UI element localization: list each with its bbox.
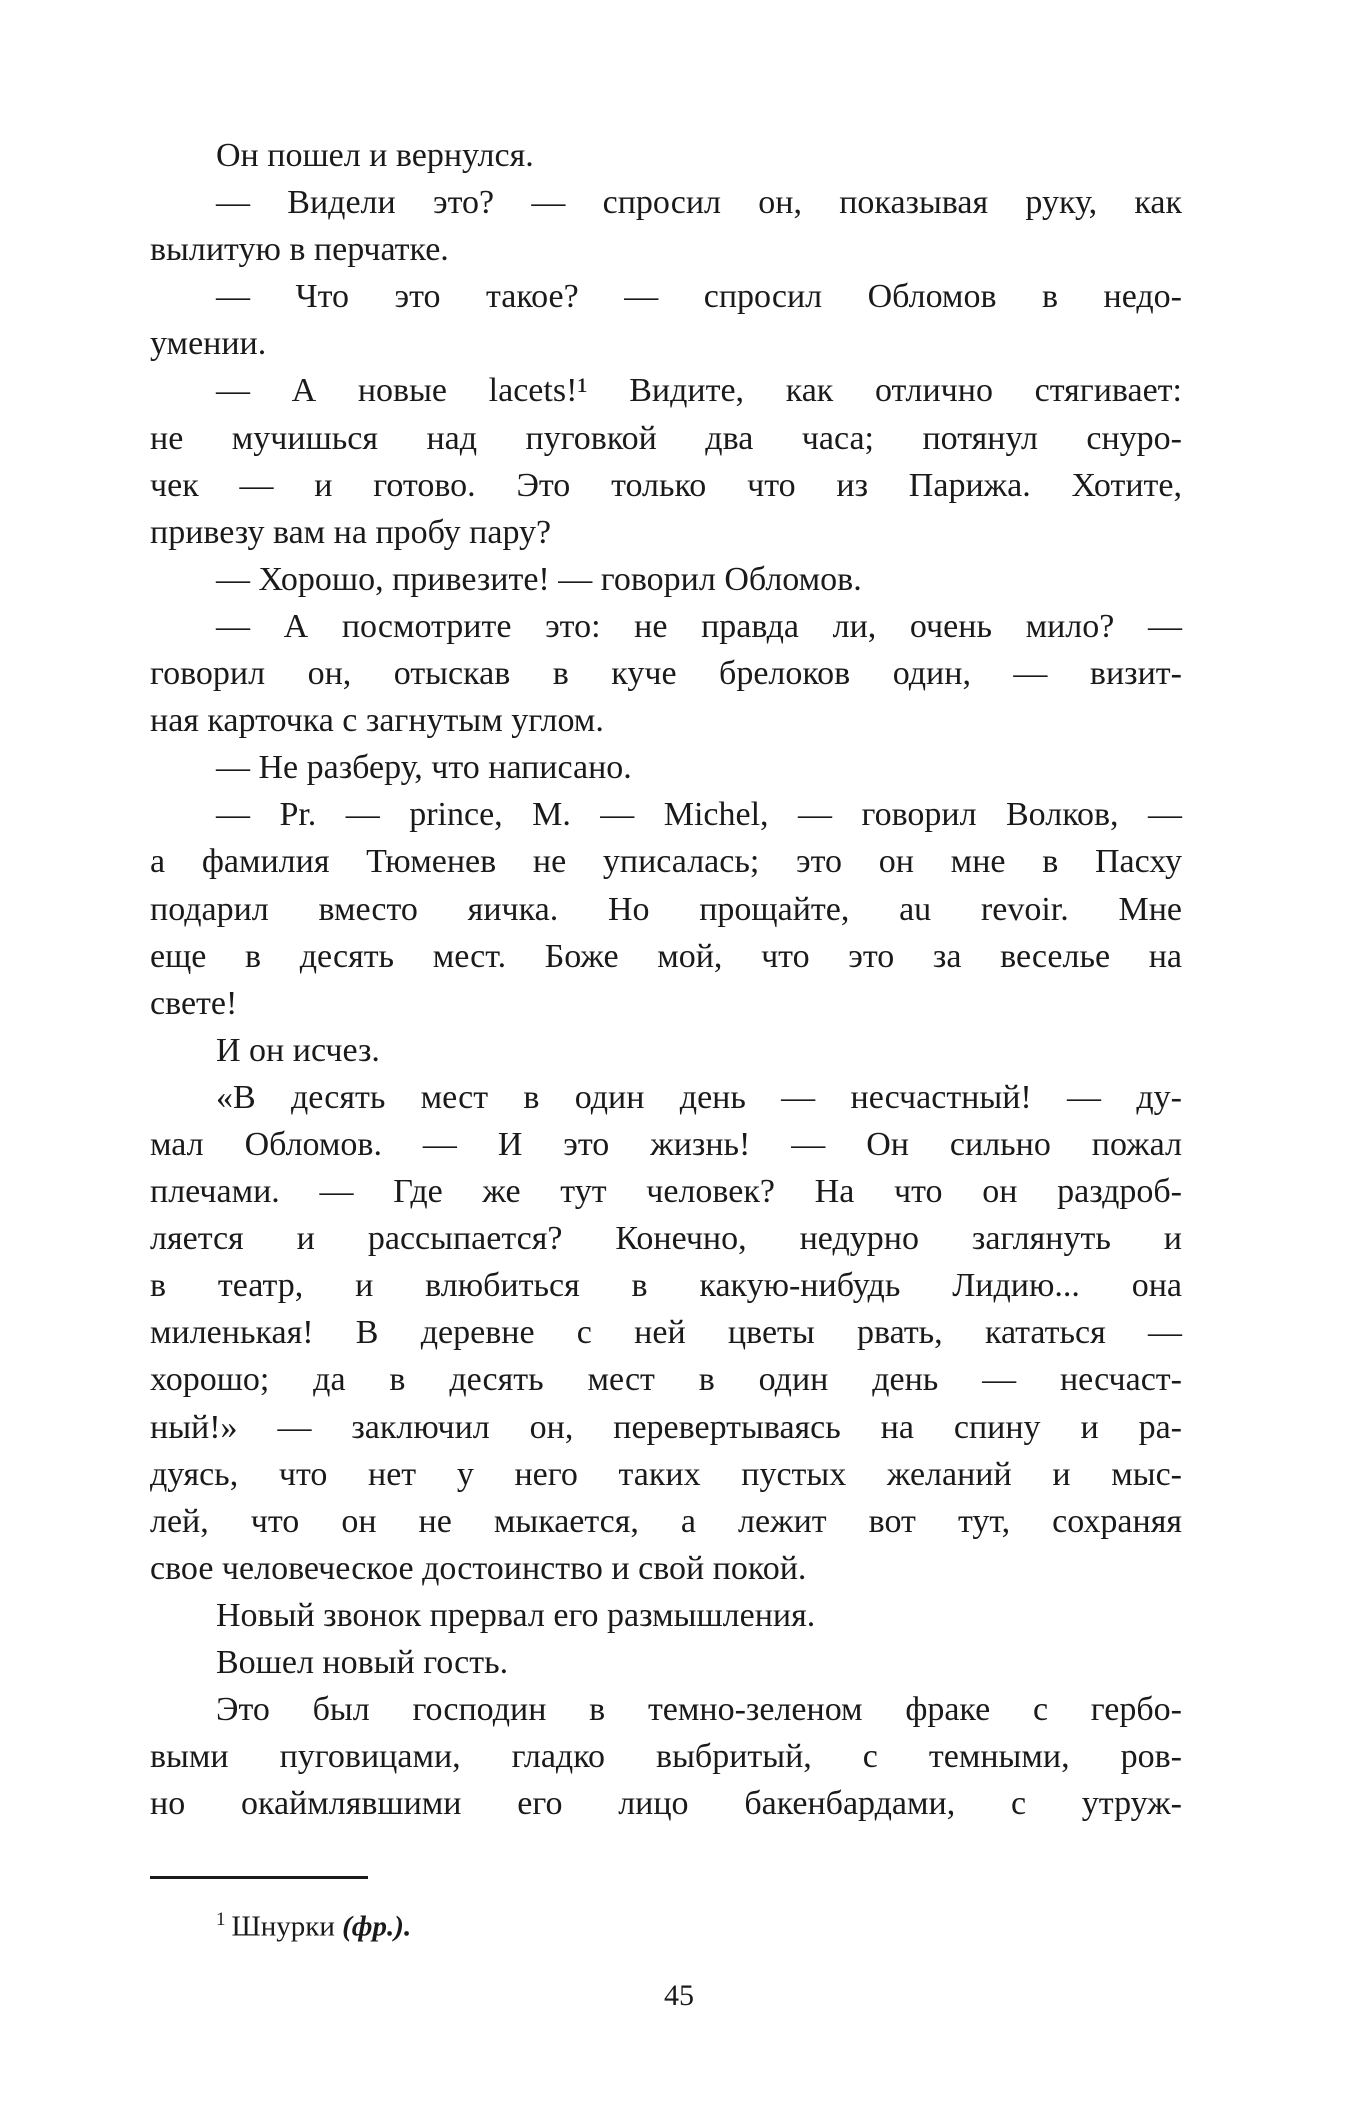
text-line: выми пуговицами, гладко выбритый, с темными, ров- (150, 1738, 1182, 1776)
text-line: миленькая! В деревне с ней цветы рвать, кататься — (150, 1314, 1182, 1352)
text-line: — Pr. — prince, M. — Michel, — говорил Волков, — (216, 796, 1182, 834)
text-line: в театр, и влюбиться в какую-нибудь Лидию... она (150, 1267, 1182, 1305)
text-line: ный!» — заключил он, перевертываясь на спину и ра- (150, 1408, 1182, 1446)
text-line: — А новые lacets!¹ Видите, как отлично стягивает: (216, 372, 1182, 410)
text-line: говорил он, отыскав в куче брелоков один, — визит- (150, 655, 1182, 693)
text-line: дуясь, что нет у него таких пустых желаний и мыс- (150, 1455, 1182, 1493)
text-line: вылитую в перчатке. (150, 231, 449, 269)
text-line: ная карточка с загнутым углом. (150, 702, 604, 740)
text-line: хорошо; да в десять мест в один день — несчаст- (150, 1361, 1182, 1399)
text-line: Он пошел и вернулся. (216, 137, 534, 174)
text-line: привезу вам на пробу пару? (150, 513, 552, 551)
text-line: подарил вместо яичка. Но прощайте, au revoir. Мне (150, 890, 1182, 928)
text-line: мал Обломов. — И это жизнь! — Он сильно пожал (150, 1125, 1182, 1163)
text-line: — Не разберу, что написано. (216, 749, 632, 787)
footnote-text: Шнурки (231, 1910, 343, 1943)
text-line: но окаймлявшими его лицо бакенбардами, с утруж- (150, 1785, 1182, 1823)
page-number: 45 (664, 1979, 694, 2012)
text-line: — А посмотрите это: не правда ли, очень мило? — (216, 607, 1182, 645)
text-line: лей, что он не мыкается, а лежит вот тут, сохраняя (150, 1502, 1182, 1540)
text-line: — Видели это? — спросил он, показывая руку, как (216, 184, 1182, 222)
body-text (150, 132, 1182, 1827)
text-line: плечами. — Где же тут человек? На что он раздроб- (150, 1173, 1182, 1211)
footnote (216, 1902, 411, 1945)
text-line: чек — и готово. Это только что из Парижа. Хотите, (150, 466, 1182, 504)
footnote-language-note: (фр.). (342, 1910, 412, 1943)
text-line: «В десять мест в один день — несчастный! — ду- (216, 1078, 1182, 1116)
text-line: не мучишься над пуговкой два часа; потянул снуро- (150, 419, 1182, 457)
text-line: еще в десять мест. Боже мой, что это за веселье на (150, 937, 1182, 975)
text-line: свете! (150, 984, 238, 1022)
text-line: умении. (150, 325, 267, 363)
text-line: — Что это такое? — спросил Обломов в недо- (216, 278, 1182, 316)
footnote-separator (150, 1876, 368, 1879)
text-line: ляется и рассыпается? Конечно, недурно заглянуть и (150, 1220, 1182, 1258)
text-line: И он исчез. (216, 1031, 380, 1069)
text-line: — Хорошо, привезите! — говорил Обломов. (216, 560, 862, 598)
text-line: а фамилия Тюменев не уписалась; это он мне в Пасху (150, 843, 1182, 881)
text-line: Новый звонок прервал его размышления. (216, 1596, 816, 1634)
footnote-mark: 1 (216, 1909, 226, 1930)
text-line: свое человеческое достоинство и свой покой. (150, 1549, 807, 1587)
text-line: Вошел новый гость. (216, 1644, 509, 1681)
text-line: Это был господин в темно-зеленом фраке с гербо- (216, 1691, 1182, 1729)
